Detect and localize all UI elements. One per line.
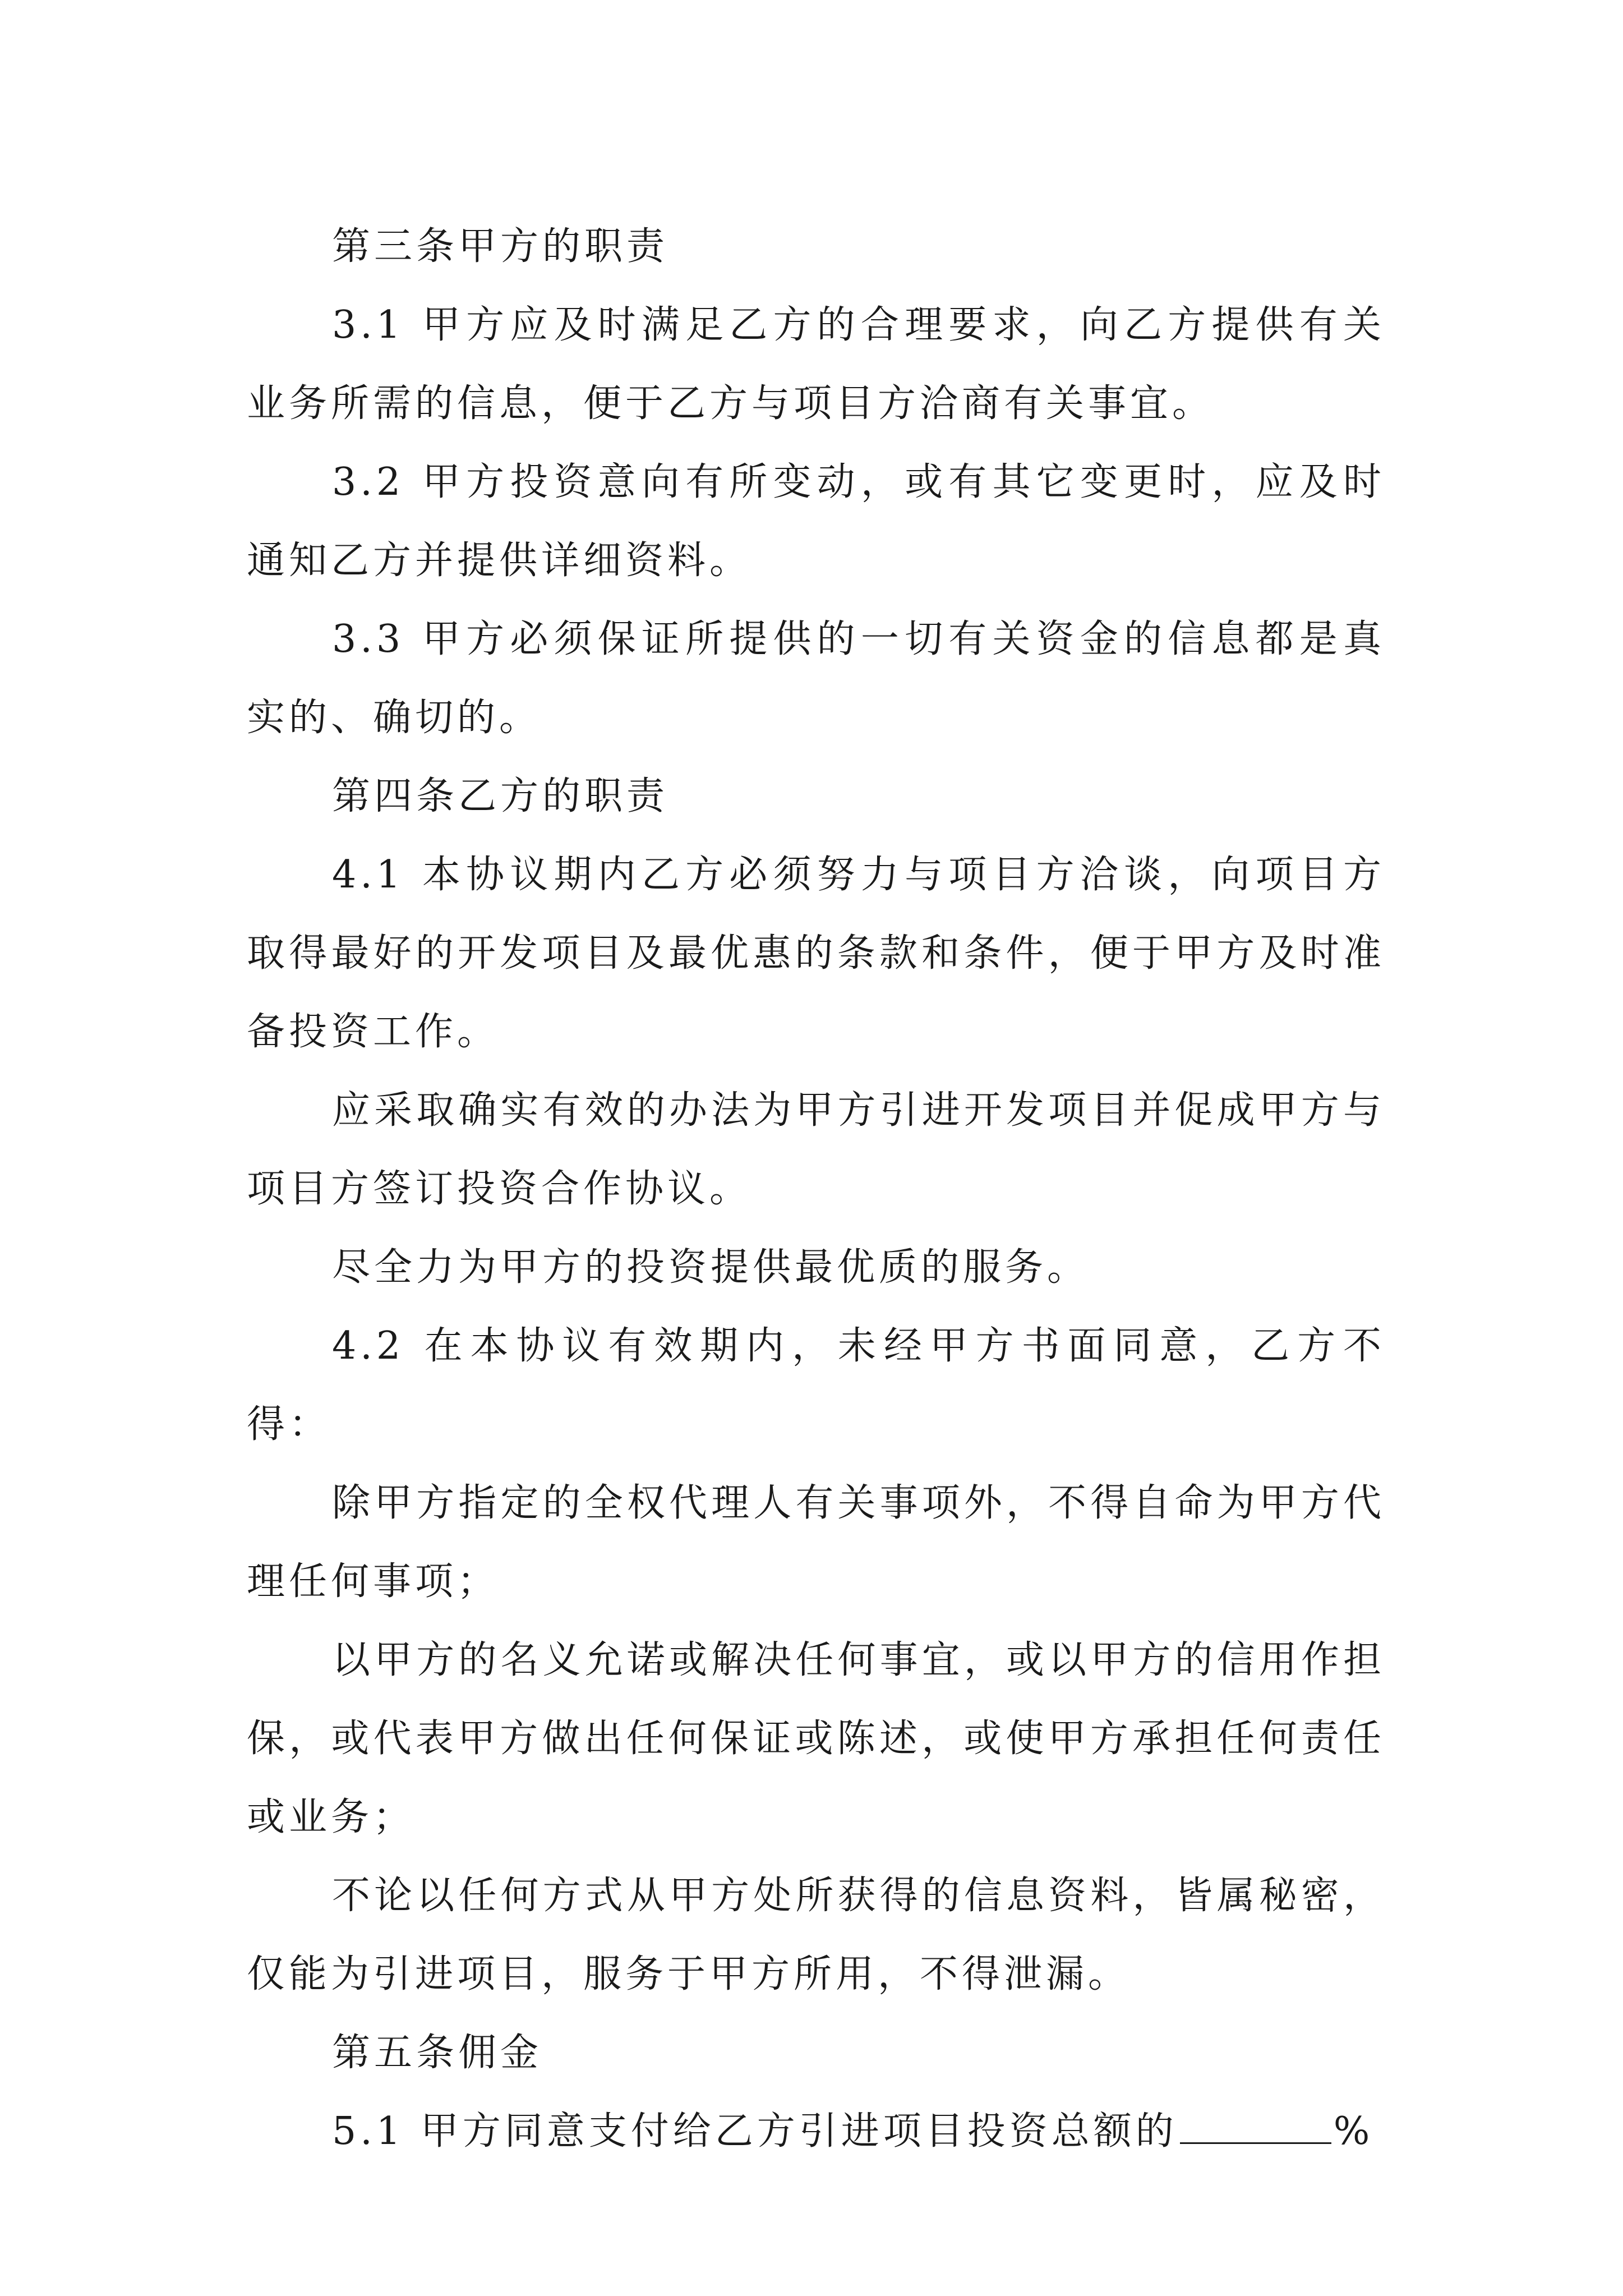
percentage-blank[interactable] (1180, 2108, 1331, 2144)
clause-4-2: 4.2 在本协议有效期内，未经甲方书面同意，乙方不得： (247, 1324, 1385, 1447)
clause-5-1 (247, 2092, 1385, 2171)
section-5-heading: 第五条佣金 (332, 2031, 543, 2075)
clause-4-1-item-a: 应采取确实有效的办法为甲方引进开发项目并促成甲方与项目方签订投资合作协议。 (247, 1088, 1385, 1211)
section-3-heading: 第三条甲方的职责 (332, 224, 669, 269)
clause-4-2-item-c: 不论以任何方式从甲方处所获得的信息资料，皆属秘密，仅能为引进项目，服务于甲方所用，不得泄漏。 (247, 1874, 1385, 1996)
clause-4-1-item-b: 尽全力为甲方的投资提供最优质的服务。 (332, 1245, 1090, 1290)
clause-3-3: 3.3 甲方必须保证所提供的一切有关资金的信息都是真实的、确切的。 (247, 617, 1385, 740)
document-body (247, 208, 1385, 2171)
clause-4-1: 4.1 本协议期内乙方必须努力与项目方洽谈，向项目方取得最好的开发项目及最优惠的条款和条件，便于甲方及时准备投资工作。 (247, 853, 1385, 1054)
section-4-heading: 第四条乙方的职责 (332, 774, 669, 818)
percent-sign: % (1333, 2109, 1374, 2154)
clause-4-2-item-b: 以甲方的名义允诺或解决任何事宜，或以甲方的信用作担保，或代表甲方做出任何保证或陈述，或使甲方承担任何责任或业务； (247, 1638, 1385, 1839)
clause-3-2: 3.2 甲方投资意向有所变动，或有其它变更时，应及时通知乙方并提供详细资料。 (247, 460, 1385, 583)
clause-5-1-text: 5.1 甲方同意支付给乙方引进项目投资总额的 (332, 2109, 1178, 2154)
clause-4-2-item-a: 除甲方指定的全权代理人有关事项外，不得自命为甲方代理任何事项； (247, 1481, 1385, 1604)
clause-3-1: 3.1 甲方应及时满足乙方的合理要求，向乙方提供有关业务所需的信息，便于乙方与项目方洽商有关事宜。 (247, 303, 1385, 426)
